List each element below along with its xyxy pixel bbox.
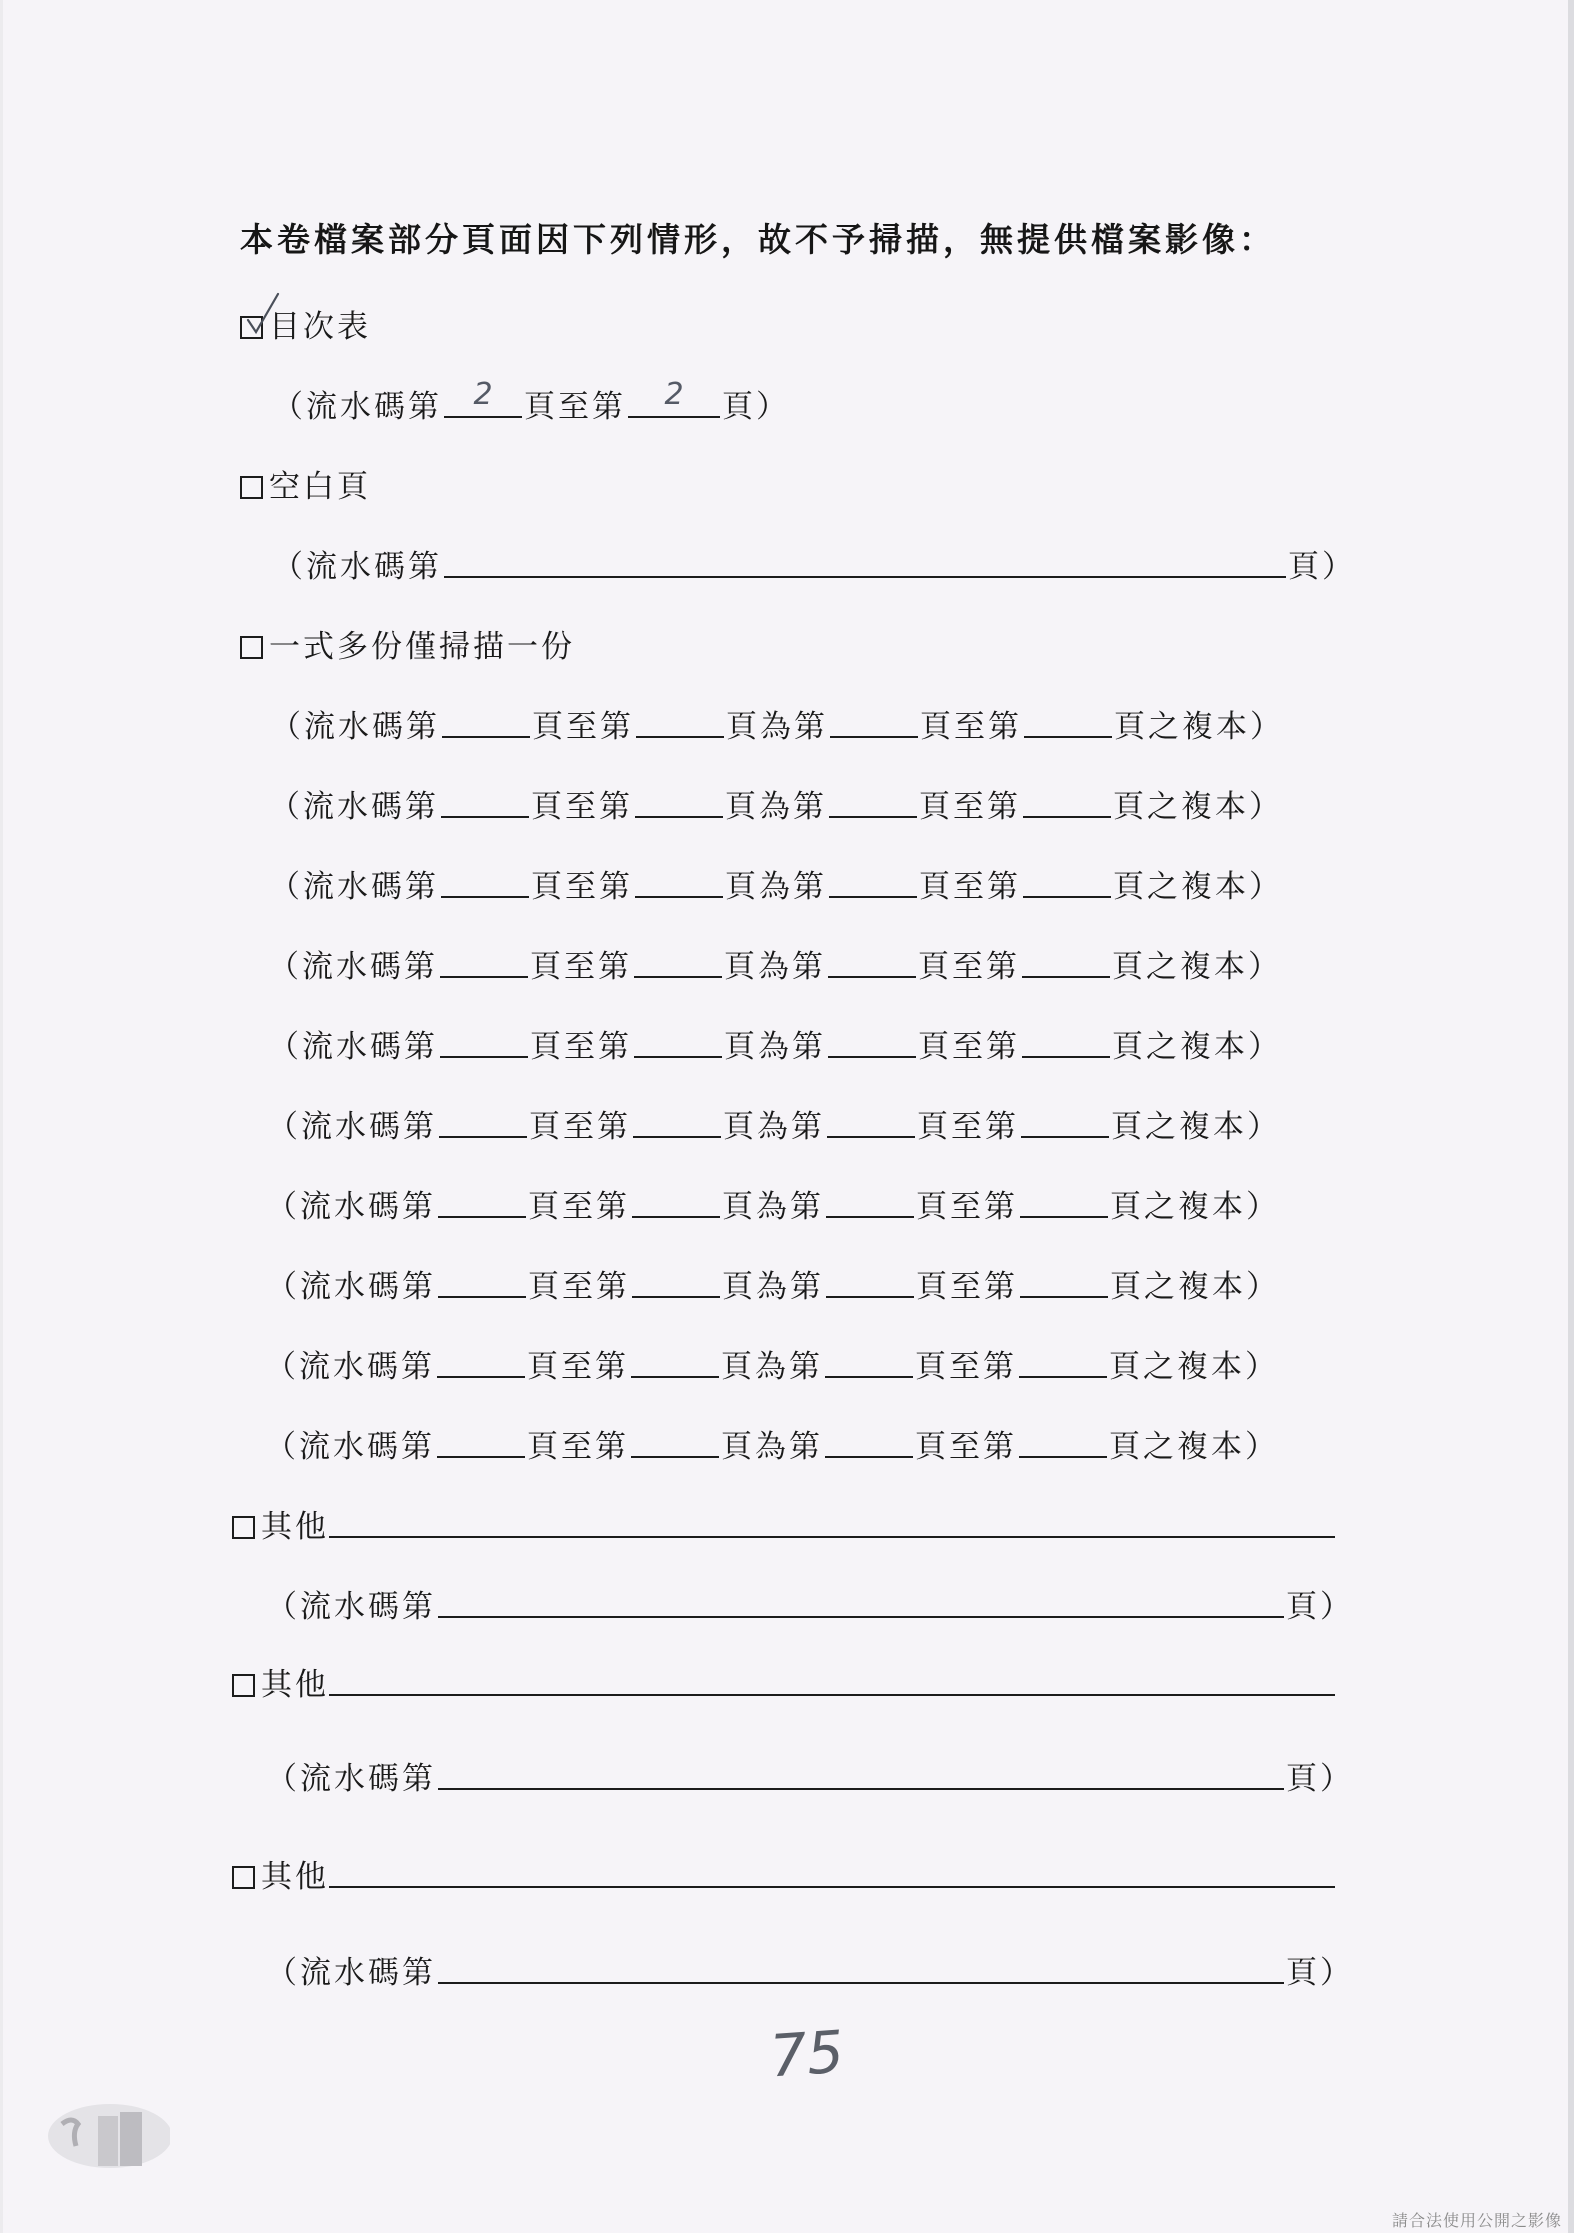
row-to-field[interactable] xyxy=(636,700,724,738)
row-to-field[interactable] xyxy=(633,1100,721,1138)
row-from-field[interactable] xyxy=(440,940,528,978)
row-text-p3: 頁至第 xyxy=(917,1109,1019,1145)
row-text-p1: 頁至第 xyxy=(528,1269,630,1305)
row-text-p2: 頁為第 xyxy=(724,949,826,985)
row-orig-from-field[interactable] xyxy=(827,1100,915,1138)
row-text-p2: 頁為第 xyxy=(725,789,827,825)
row-to-field[interactable] xyxy=(635,780,723,818)
row-text-prefix: （流水碼第 xyxy=(265,1429,435,1465)
row-text-p3: 頁至第 xyxy=(916,1189,1018,1225)
toc-label: 目次表 xyxy=(269,309,371,345)
other-range-field-1[interactable] xyxy=(438,1580,1284,1618)
other-label-3: 其他 xyxy=(261,1859,329,1895)
row-text-p2: 頁為第 xyxy=(722,1269,824,1305)
row-text-p2: 頁為第 xyxy=(726,709,828,745)
row-orig-from-field[interactable] xyxy=(829,780,917,818)
toc-checkbox[interactable] xyxy=(240,316,263,339)
row-text-p3: 頁至第 xyxy=(918,949,1020,985)
other-range-field-3[interactable] xyxy=(438,1946,1284,1984)
range-mid: 頁至第 xyxy=(524,389,626,425)
scan-edge-right xyxy=(1568,0,1574,2233)
multi-copy-row xyxy=(269,860,1283,906)
row-text-prefix: （流水碼第 xyxy=(270,709,440,745)
range-prefix: （流水碼第 xyxy=(266,1955,436,1991)
row-text-p1: 頁至第 xyxy=(532,709,634,745)
other-option-3 xyxy=(232,1850,1335,1896)
row-orig-to-field[interactable] xyxy=(1020,1180,1108,1218)
row-text-p1: 頁至第 xyxy=(527,1429,629,1465)
row-orig-from-field[interactable] xyxy=(828,1020,916,1058)
other-range-1 xyxy=(266,1580,1354,1626)
row-orig-to-field[interactable] xyxy=(1023,860,1111,898)
row-text-suffix: 頁之複本） xyxy=(1112,949,1282,985)
scan-edge-left xyxy=(0,0,3,2233)
range-prefix: （流水碼第 xyxy=(266,1589,436,1625)
multi-copy-row xyxy=(265,1420,1279,1466)
other-range-2 xyxy=(266,1752,1354,1798)
row-orig-from-field[interactable] xyxy=(829,860,917,898)
row-orig-from-field[interactable] xyxy=(826,1180,914,1218)
row-text-suffix: 頁之複本） xyxy=(1111,1109,1281,1145)
handwritten-from: 2 xyxy=(473,377,493,412)
row-text-p2: 頁為第 xyxy=(722,1189,824,1225)
other-label-2: 其他 xyxy=(261,1667,329,1703)
multi-copy-label: 一式多份僅掃描一份 xyxy=(269,629,575,665)
row-text-suffix: 頁之複本） xyxy=(1113,869,1283,905)
other-description-field-3[interactable] xyxy=(329,1850,1335,1888)
row-text-p1: 頁至第 xyxy=(527,1349,629,1385)
row-orig-from-field[interactable] xyxy=(826,1260,914,1298)
row-text-p3: 頁至第 xyxy=(915,1429,1017,1465)
row-text-prefix: （流水碼第 xyxy=(266,1269,436,1305)
row-orig-to-field[interactable] xyxy=(1019,1340,1107,1378)
range-prefix: （流水碼第 xyxy=(272,549,442,585)
row-to-field[interactable] xyxy=(631,1420,719,1458)
row-text-prefix: （流水碼第 xyxy=(265,1349,435,1385)
multi-copy-row xyxy=(267,1100,1281,1146)
multi-copy-row xyxy=(268,940,1282,986)
multi-copy-option xyxy=(240,620,575,666)
multi-copy-checkbox[interactable] xyxy=(240,636,263,659)
row-text-p2: 頁為第 xyxy=(725,869,827,905)
row-to-field[interactable] xyxy=(632,1180,720,1218)
row-text-p2: 頁為第 xyxy=(721,1349,823,1385)
row-text-suffix: 頁之複本） xyxy=(1109,1429,1279,1465)
row-text-prefix: （流水碼第 xyxy=(268,1029,438,1065)
row-orig-to-field[interactable] xyxy=(1024,700,1112,738)
range-prefix: （流水碼第 xyxy=(272,389,442,425)
row-orig-to-field[interactable] xyxy=(1020,1260,1108,1298)
row-text-p1: 頁至第 xyxy=(531,869,633,905)
multi-copy-row xyxy=(270,700,1284,746)
row-to-field[interactable] xyxy=(634,940,722,978)
range-prefix: （流水碼第 xyxy=(266,1761,436,1797)
multi-copy-row xyxy=(266,1180,1280,1226)
toc-to-field[interactable] xyxy=(628,377,720,418)
row-text-prefix: （流水碼第 xyxy=(269,869,439,905)
handwritten-page-number: 75 xyxy=(767,2017,847,2091)
row-to-field[interactable] xyxy=(631,1340,719,1378)
row-text-p3: 頁至第 xyxy=(915,1349,1017,1385)
row-orig-to-field[interactable] xyxy=(1023,780,1111,818)
row-text-suffix: 頁之複本） xyxy=(1110,1189,1280,1225)
other-label-1: 其他 xyxy=(261,1509,329,1545)
row-from-field[interactable] xyxy=(438,1260,526,1298)
page-heading: 本卷檔案部分頁面因下列情形，故不予掃描，無提供檔案影像： xyxy=(240,220,1276,259)
row-text-p2: 頁為第 xyxy=(723,1109,825,1145)
row-text-p3: 頁至第 xyxy=(919,869,1021,905)
row-from-field[interactable] xyxy=(438,1180,526,1218)
row-text-p1: 頁至第 xyxy=(531,789,633,825)
range-suffix: 頁） xyxy=(722,389,790,425)
row-to-field[interactable] xyxy=(635,860,723,898)
other-option-1 xyxy=(232,1500,1335,1546)
row-text-suffix: 頁之複本） xyxy=(1109,1349,1279,1385)
row-orig-from-field[interactable] xyxy=(830,700,918,738)
other-description-field-2[interactable] xyxy=(329,1658,1335,1696)
other-range-3 xyxy=(266,1946,1354,1992)
row-text-p3: 頁至第 xyxy=(916,1269,1018,1305)
range-suffix: 頁） xyxy=(1286,1955,1354,1991)
row-orig-to-field[interactable] xyxy=(1019,1420,1107,1458)
row-text-prefix: （流水碼第 xyxy=(267,1109,437,1145)
row-text-prefix: （流水碼第 xyxy=(269,789,439,825)
handwritten-to: 2 xyxy=(664,377,684,412)
check-mark-icon xyxy=(244,292,284,338)
row-from-field[interactable] xyxy=(439,1100,527,1138)
other-range-field-2[interactable] xyxy=(438,1752,1284,1790)
row-from-field[interactable] xyxy=(441,860,529,898)
row-orig-to-field[interactable] xyxy=(1022,1020,1110,1058)
row-text-p3: 頁至第 xyxy=(919,789,1021,825)
range-suffix: 頁） xyxy=(1286,1761,1354,1797)
toc-from-field[interactable] xyxy=(444,377,522,418)
row-from-field[interactable] xyxy=(440,1020,528,1058)
range-suffix: 頁） xyxy=(1288,549,1356,585)
row-text-p3: 頁至第 xyxy=(918,1029,1020,1065)
row-text-p1: 頁至第 xyxy=(530,949,632,985)
row-text-p1: 頁至第 xyxy=(530,1029,632,1065)
blank-pages-checkbox[interactable] xyxy=(240,476,263,499)
range-suffix: 頁） xyxy=(1286,1589,1354,1625)
row-text-p1: 頁至第 xyxy=(528,1189,630,1225)
toc-range xyxy=(272,377,790,426)
multi-copy-row xyxy=(269,780,1283,826)
other-option-2 xyxy=(232,1658,1335,1704)
multi-copy-row xyxy=(268,1020,1282,1066)
row-from-field[interactable] xyxy=(442,700,530,738)
row-text-suffix: 頁之複本） xyxy=(1114,709,1284,745)
other-description-field-1[interactable] xyxy=(329,1500,1335,1538)
row-from-field[interactable] xyxy=(437,1420,525,1458)
blank-pages-label: 空白頁 xyxy=(269,469,371,505)
blank-pages-field[interactable] xyxy=(444,540,1286,578)
row-orig-from-field[interactable] xyxy=(825,1420,913,1458)
other-checkbox-3[interactable] xyxy=(232,1866,255,1889)
row-orig-to-field[interactable] xyxy=(1021,1100,1109,1138)
archive-logo-icon xyxy=(40,2094,170,2174)
row-text-prefix: （流水碼第 xyxy=(268,949,438,985)
footer-note: 請合法使用公開之影像 xyxy=(1391,2211,1562,2230)
row-from-field[interactable] xyxy=(441,780,529,818)
row-text-suffix: 頁之複本） xyxy=(1112,1029,1282,1065)
multi-copy-row xyxy=(265,1340,1279,1386)
row-to-field[interactable] xyxy=(634,1020,722,1058)
row-text-suffix: 頁之複本） xyxy=(1110,1269,1280,1305)
row-from-field[interactable] xyxy=(437,1340,525,1378)
other-checkbox-2[interactable] xyxy=(232,1674,255,1697)
row-text-prefix: （流水碼第 xyxy=(266,1189,436,1225)
row-orig-from-field[interactable] xyxy=(825,1340,913,1378)
row-text-p3: 頁至第 xyxy=(920,709,1022,745)
row-to-field[interactable] xyxy=(632,1260,720,1298)
row-orig-from-field[interactable] xyxy=(828,940,916,978)
row-text-p1: 頁至第 xyxy=(529,1109,631,1145)
row-text-p2: 頁為第 xyxy=(724,1029,826,1065)
row-text-suffix: 頁之複本） xyxy=(1113,789,1283,825)
row-orig-to-field[interactable] xyxy=(1022,940,1110,978)
blank-pages-option xyxy=(240,460,371,506)
row-text-p2: 頁為第 xyxy=(721,1429,823,1465)
blank-pages-range xyxy=(272,540,1356,586)
toc-option xyxy=(240,300,371,346)
other-checkbox-1[interactable] xyxy=(232,1516,255,1539)
multi-copy-row xyxy=(266,1260,1280,1306)
